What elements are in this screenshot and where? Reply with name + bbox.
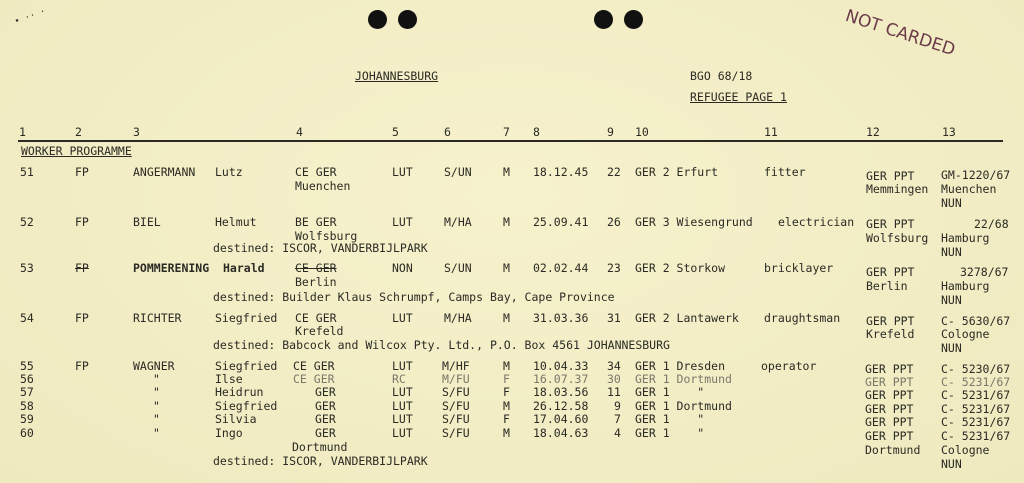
age: 30	[607, 372, 621, 386]
language-origin: GER 1 "	[635, 426, 705, 440]
document-place: Memmingen	[866, 182, 929, 196]
town: Wolfsburg	[295, 229, 358, 243]
column-number: 1	[19, 125, 26, 139]
town: Muenchen	[295, 179, 351, 193]
nationality: GER	[315, 399, 336, 413]
program-code: FP	[75, 359, 89, 373]
language-origin: GER 1 "	[635, 385, 705, 399]
birth-date: 10.04.33	[533, 359, 589, 373]
row-number: 55	[20, 359, 34, 373]
marital-status: S/FU	[442, 399, 470, 413]
reference-place: Muenchen	[941, 182, 997, 196]
birth-date: 16.07.37	[533, 372, 589, 386]
column-number: 13	[942, 125, 956, 139]
punch-hole	[624, 10, 643, 29]
sex: M	[503, 165, 510, 179]
row-number: 54	[20, 311, 34, 325]
document-place: Berlin	[866, 279, 908, 293]
occupation: bricklayer	[764, 261, 834, 275]
surname: ANGERMANN	[133, 165, 196, 179]
language-origin: GER 1 Dresden	[635, 359, 726, 373]
ditto-mark: "	[153, 372, 160, 386]
marital-status: S/UN	[444, 261, 472, 275]
sex: F	[503, 385, 510, 399]
row-number: 58	[20, 399, 34, 413]
column-number: 11	[764, 125, 778, 139]
nationality: CE GER	[295, 311, 337, 325]
punch-hole	[398, 10, 417, 29]
destination: destined: Babcock and Wilcox Pty. Ltd., P.O. Box 4561 JOHANNESBURG	[213, 338, 670, 352]
religion: LUT	[392, 426, 413, 440]
marital-status: M/FU	[442, 372, 470, 386]
row-number: 60	[20, 426, 34, 440]
document: GER PPT	[865, 429, 914, 443]
age: 7	[614, 412, 621, 426]
nationality: BE GER	[295, 215, 337, 229]
age: 4	[614, 426, 621, 440]
reference-note: NUN	[941, 196, 962, 210]
age: 31	[607, 311, 621, 325]
column-number: 10	[635, 125, 649, 139]
reference-note: NUN	[941, 293, 962, 307]
surname: POMMERENING	[133, 261, 210, 275]
city-title: JOHANNESBURG	[355, 69, 439, 83]
surname: RICHTER	[133, 311, 182, 325]
given-name: Ilse	[215, 372, 243, 386]
reference: 22/68	[974, 217, 1009, 231]
given-name: Ingo	[215, 426, 243, 440]
column-number: 9	[607, 125, 614, 139]
reference: 3278/67	[960, 265, 1009, 279]
punch-hole	[594, 10, 613, 29]
page-label: REFUGEE PAGE 1	[690, 90, 787, 104]
sex: M	[503, 359, 510, 373]
religion: LUT	[392, 311, 413, 325]
marital-status: M/HA	[444, 215, 472, 229]
reference-place: Cologne	[941, 327, 990, 341]
religion: LUT	[392, 359, 413, 373]
religion: LUT	[392, 165, 413, 179]
column-number: 12	[866, 125, 880, 139]
age: 23	[607, 261, 621, 275]
religion: LUT	[392, 412, 413, 426]
column-number: 2	[75, 125, 82, 139]
program-code: FP	[75, 261, 89, 275]
row-number: 56	[20, 372, 34, 386]
language-origin: GER 3 Wiesengrund	[635, 215, 753, 229]
document: GER PPT	[866, 217, 915, 231]
not-carded-stamp: NOT CARDED	[842, 6, 958, 61]
family-town: Dortmund	[292, 440, 348, 454]
ink-specks: • ·· ·	[13, 6, 48, 28]
document-place: Wolfsburg	[866, 231, 929, 245]
marital-status: S/UN	[444, 165, 472, 179]
sex: F	[503, 412, 510, 426]
birth-date: 18.12.45	[533, 165, 589, 179]
age: 22	[607, 165, 621, 179]
row-number: 53	[20, 261, 34, 275]
birth-date: 18.03.56	[533, 385, 589, 399]
family-reference-note: NUN	[941, 457, 962, 471]
row-number: 51	[20, 165, 34, 179]
column-number: 8	[533, 125, 540, 139]
document: GER PPT	[866, 314, 915, 328]
given-name: Siegfried	[215, 359, 278, 373]
ditto-mark: "	[153, 426, 160, 440]
given-name: Siegfried	[215, 399, 278, 413]
given-name: Heidrun	[215, 385, 264, 399]
nationality: GER	[315, 385, 336, 399]
age: 34	[607, 359, 621, 373]
birth-date: 02.02.44	[533, 261, 589, 275]
reference-place: Hamburg	[941, 279, 990, 293]
section-heading: WORKER PROGRAMME	[21, 144, 132, 158]
occupation: fitter	[764, 165, 806, 179]
sex: M	[503, 261, 510, 275]
language-origin: GER 2 Storkow	[635, 261, 726, 275]
reference: GM-1220/67	[941, 168, 1011, 182]
document-place: Krefeld	[866, 327, 915, 341]
sex: F	[503, 372, 510, 386]
reference: C- 5231/67	[941, 429, 1011, 443]
column-number: 5	[392, 125, 399, 139]
nationality: CE GER	[293, 359, 335, 373]
given-name: Harald	[223, 261, 265, 275]
document: GER PPT	[866, 169, 915, 183]
sex: M	[503, 215, 510, 229]
document: GER PPT	[865, 362, 914, 376]
marital-status: M/HA	[444, 311, 472, 325]
town: Krefeld	[295, 324, 344, 338]
birth-date: 26.12.58	[533, 399, 589, 413]
row-number: 52	[20, 215, 34, 229]
age: 26	[607, 215, 621, 229]
program-code: FP	[75, 165, 89, 179]
destination: destined: ISCOR, VANDERBIJLPARK	[213, 241, 428, 255]
birth-date: 17.04.60	[533, 412, 589, 426]
birth-date: 18.04.63	[533, 426, 589, 440]
column-number: 7	[503, 125, 510, 139]
marital-status: S/FU	[442, 426, 470, 440]
column-number: 3	[133, 125, 140, 139]
language-origin: GER 1 Dortmund	[635, 372, 732, 386]
occupation: electrician	[778, 215, 855, 229]
sex: M	[503, 311, 510, 325]
religion: LUT	[392, 385, 413, 399]
sex: M	[503, 399, 510, 413]
religion: RC	[392, 372, 406, 386]
marital-status: S/FU	[442, 412, 470, 426]
header-rule	[18, 140, 1003, 142]
punch-hole	[368, 10, 387, 29]
program-code: FP	[75, 311, 89, 325]
age: 11	[607, 385, 621, 399]
row-number: 59	[20, 412, 34, 426]
religion: LUT	[392, 399, 413, 413]
reference-place: Hamburg	[941, 231, 990, 245]
marital-status: S/FU	[442, 385, 470, 399]
nationality: CE GER	[293, 372, 335, 386]
column-number: 6	[444, 125, 451, 139]
program-code: FP	[75, 215, 89, 229]
family-reference-place: Cologne	[941, 443, 990, 457]
nationality: GER	[315, 426, 336, 440]
nationality: CE GER	[295, 165, 337, 179]
language-origin: GER 1 "	[635, 412, 705, 426]
given-name: Siegfried	[215, 311, 278, 325]
surname: WAGNER	[133, 359, 175, 373]
given-name: Helmut	[215, 215, 257, 229]
nationality: CE GER	[295, 261, 337, 275]
surname: BIEL	[133, 215, 161, 229]
language-origin: GER 2 Erfurt	[635, 165, 719, 179]
document: GER PPT	[866, 265, 915, 279]
reference-number: BGO 68/18	[690, 69, 753, 83]
reference-note: NUN	[941, 245, 962, 259]
nationality: GER	[315, 412, 336, 426]
occupation: draughtsman	[764, 311, 841, 325]
sex: M	[503, 426, 510, 440]
occupation: operator	[761, 359, 817, 373]
language-origin: GER 2 Lantawerk	[635, 311, 739, 325]
religion: LUT	[392, 215, 413, 229]
language-origin: GER 1 Dortmund	[635, 399, 732, 413]
marital-status: M/HF	[442, 359, 470, 373]
row-number: 57	[20, 385, 34, 399]
reference-note: NUN	[941, 341, 962, 355]
age: 9	[614, 399, 621, 413]
family-document-place: Dortmund	[865, 443, 921, 457]
column-number: 4	[296, 125, 303, 139]
reference: C- 5230/67	[941, 362, 1011, 376]
ditto-mark: "	[153, 412, 160, 426]
given-name: Silvia	[215, 412, 257, 426]
document: GER PPT	[865, 402, 914, 416]
destination: destined: Builder Klaus Schrumpf, Camps Bay, Cape Province	[213, 290, 615, 304]
religion: NON	[392, 261, 413, 275]
document: GER PPT	[865, 375, 914, 389]
birth-date: 31.03.36	[533, 311, 589, 325]
document: GER PPT	[865, 415, 914, 429]
ditto-mark: "	[153, 399, 160, 413]
reference: C- 5231/67	[941, 402, 1011, 416]
given-name: Lutz	[215, 165, 243, 179]
reference: C- 5630/67	[941, 314, 1011, 328]
reference: C- 5231/67	[941, 388, 1011, 402]
document: GER PPT	[865, 388, 914, 402]
family-destination: destined: ISCOR, VANDERBIJLPARK	[213, 454, 428, 468]
town: Berlin	[295, 275, 337, 289]
birth-date: 25.09.41	[533, 215, 589, 229]
reference: C- 5231/67	[941, 375, 1011, 389]
reference: C- 5231/67	[941, 415, 1011, 429]
ditto-mark: "	[153, 385, 160, 399]
